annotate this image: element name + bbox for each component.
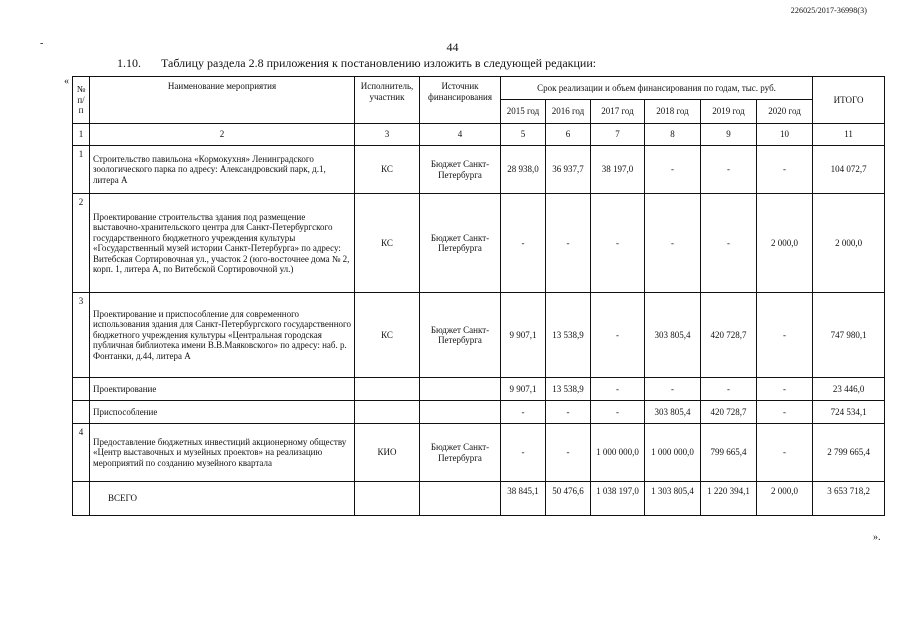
row-source: Бюджет Санкт-Петербурга	[420, 424, 501, 482]
year-header: 2018 год	[645, 100, 701, 124]
row-value-2017: 1 000 000,0	[591, 424, 645, 482]
year-header: 2019 год	[701, 100, 757, 124]
row-value-2015: 9 907,1	[501, 378, 546, 401]
row-name: Проектирование	[90, 378, 355, 401]
row-total: 104 072,7	[813, 146, 885, 194]
table-row	[73, 293, 885, 378]
row-total: 2 000,0	[813, 194, 885, 293]
row-value-2016: -	[546, 424, 591, 482]
budget-table	[72, 76, 885, 516]
row-value-2015: -	[501, 194, 546, 293]
row-value-2016: 13 538,9	[546, 293, 591, 378]
row-number: 1	[73, 146, 90, 194]
total-row-number	[73, 482, 90, 516]
column-number-row	[73, 124, 885, 146]
row-total: 747 980,1	[813, 293, 885, 378]
row-value-2018: 303 805,4	[645, 293, 701, 378]
table-row	[73, 194, 885, 293]
col-header-total: ИТОГО	[813, 77, 885, 124]
year-header: 2017 год	[591, 100, 645, 124]
row-name: Проектирование строительства здания под размещение выставочно-хранительского центра для Санкт-Петербургского государственного бюджетного учреждения культуры «Государственный музей истории Санкт-Петербурга» по адресу: Витебская Сортировочная ул., участок 2 (юго-восточнее дома № 2, корп. 1, литера А, по Витебской Сортировочной ул.)	[90, 194, 355, 293]
row-source: Бюджет Санкт-Петербурга	[420, 146, 501, 194]
total-value-2019: 1 220 394,1	[701, 482, 757, 516]
row-name: Проектирование и приспособление для современного использования здания для Санкт-Петербургского государственного бюджетного учреждения культуры «Центральная городская публичная библиотека имени В.В.Маяковского» по адресу: наб. р. Фонтанки, д.44, литера А	[90, 293, 355, 378]
row-executor: КС	[355, 146, 420, 194]
column-number: 11	[813, 124, 885, 146]
row-number: 4	[73, 424, 90, 482]
row-value-2017: -	[591, 401, 645, 424]
column-number: 9	[701, 124, 757, 146]
total-value-2020: 2 000,0	[757, 482, 813, 516]
row-executor	[355, 378, 420, 401]
row-executor	[355, 401, 420, 424]
row-number	[73, 401, 90, 424]
row-value-2015: 28 938,0	[501, 146, 546, 194]
row-value-2019: -	[701, 194, 757, 293]
column-number: 3	[355, 124, 420, 146]
row-name: Строительство павильона «Кормокухня» Ленинградского зоологического парка по адресу: Александровский парк, д.1, литера А	[90, 146, 355, 194]
section-intro	[117, 56, 596, 71]
row-source: Бюджет Санкт-Петербурга	[420, 293, 501, 378]
row-executor: КС	[355, 194, 420, 293]
col-header-name: Наименование мероприятия	[90, 77, 355, 124]
row-number: 2	[73, 194, 90, 293]
row-executor: КИО	[355, 424, 420, 482]
table-row	[73, 424, 885, 482]
total-value-2018: 1 303 805,4	[645, 482, 701, 516]
total-row-executor	[355, 482, 420, 516]
row-total: 724 534,1	[813, 401, 885, 424]
row-value-2019: 420 728,7	[701, 401, 757, 424]
section-text: Таблицу раздела 2.8 приложения к постановлению изложить в следующей редакции:	[161, 56, 597, 70]
total-value-2016: 50 476,6	[546, 482, 591, 516]
row-value-2018: -	[645, 194, 701, 293]
col-header-source: Источник финансирования	[420, 77, 501, 124]
opening-quote: «	[64, 76, 69, 87]
year-header: 2016 год	[546, 100, 591, 124]
closing-quote: ».	[873, 532, 881, 543]
total-value-2015: 38 845,1	[501, 482, 546, 516]
col-header-period: Срок реализации и объем финансирования по годам, тыс. руб.	[501, 77, 813, 100]
grand-total: 3 653 718,2	[813, 482, 885, 516]
row-value-2016: -	[546, 194, 591, 293]
row-total: 23 446,0	[813, 378, 885, 401]
total-row	[73, 482, 885, 516]
row-value-2019: 420 728,7	[701, 293, 757, 378]
row-value-2020: 2 000,0	[757, 194, 813, 293]
row-value-2018: 303 805,4	[645, 401, 701, 424]
row-value-2015: -	[501, 401, 546, 424]
total-value-2017: 1 038 197,0	[591, 482, 645, 516]
row-value-2017: -	[591, 378, 645, 401]
page-number: 44	[446, 40, 459, 54]
table-row	[73, 378, 885, 401]
col-header-no: № п/п	[73, 77, 90, 124]
column-number: 2	[90, 124, 355, 146]
row-value-2016: -	[546, 401, 591, 424]
document-id: 226025/2017-36998(3)	[790, 6, 867, 15]
row-value-2020: -	[757, 424, 813, 482]
column-number: 10	[757, 124, 813, 146]
row-value-2018: -	[645, 378, 701, 401]
table-row	[73, 146, 885, 194]
row-value-2018: -	[645, 146, 701, 194]
row-executor: КС	[355, 293, 420, 378]
row-value-2019: -	[701, 146, 757, 194]
row-number	[73, 378, 90, 401]
row-value-2020: -	[757, 293, 813, 378]
row-source	[420, 401, 501, 424]
row-source: Бюджет Санкт-Петербурга	[420, 194, 501, 293]
column-number: 5	[501, 124, 546, 146]
row-value-2017: 38 197,0	[591, 146, 645, 194]
year-header: 2020 год	[757, 100, 813, 124]
row-value-2015: 9 907,1	[501, 293, 546, 378]
row-value-2018: 1 000 000,0	[645, 424, 701, 482]
row-value-2020: -	[757, 378, 813, 401]
row-number: 3	[73, 293, 90, 378]
col-header-executor: Исполнитель, участник	[355, 77, 420, 124]
margin-dash: -	[40, 38, 44, 49]
row-total: 2 799 665,4	[813, 424, 885, 482]
row-value-2017: -	[591, 194, 645, 293]
row-value-2020: -	[757, 401, 813, 424]
row-value-2016: 36 937,7	[546, 146, 591, 194]
row-value-2019: 799 665,4	[701, 424, 757, 482]
column-number: 6	[546, 124, 591, 146]
row-value-2015: -	[501, 424, 546, 482]
column-number: 7	[591, 124, 645, 146]
row-value-2020: -	[757, 146, 813, 194]
section-number: 1.10.	[117, 56, 141, 70]
total-row-source	[420, 482, 501, 516]
table-row	[73, 401, 885, 424]
row-name: Приспособление	[90, 401, 355, 424]
row-source	[420, 378, 501, 401]
row-value-2019: -	[701, 378, 757, 401]
row-value-2017: -	[591, 293, 645, 378]
column-number: 4	[420, 124, 501, 146]
total-label: ВСЕГО	[90, 482, 355, 516]
column-number: 8	[645, 124, 701, 146]
row-name: Предоставление бюджетных инвестиций акционерному обществу «Центр выставочных и музейных проектов» на реализацию мероприятий по созданию музейного квартала	[90, 424, 355, 482]
column-number: 1	[73, 124, 90, 146]
row-value-2016: 13 538,9	[546, 378, 591, 401]
year-header: 2015 год	[501, 100, 546, 124]
